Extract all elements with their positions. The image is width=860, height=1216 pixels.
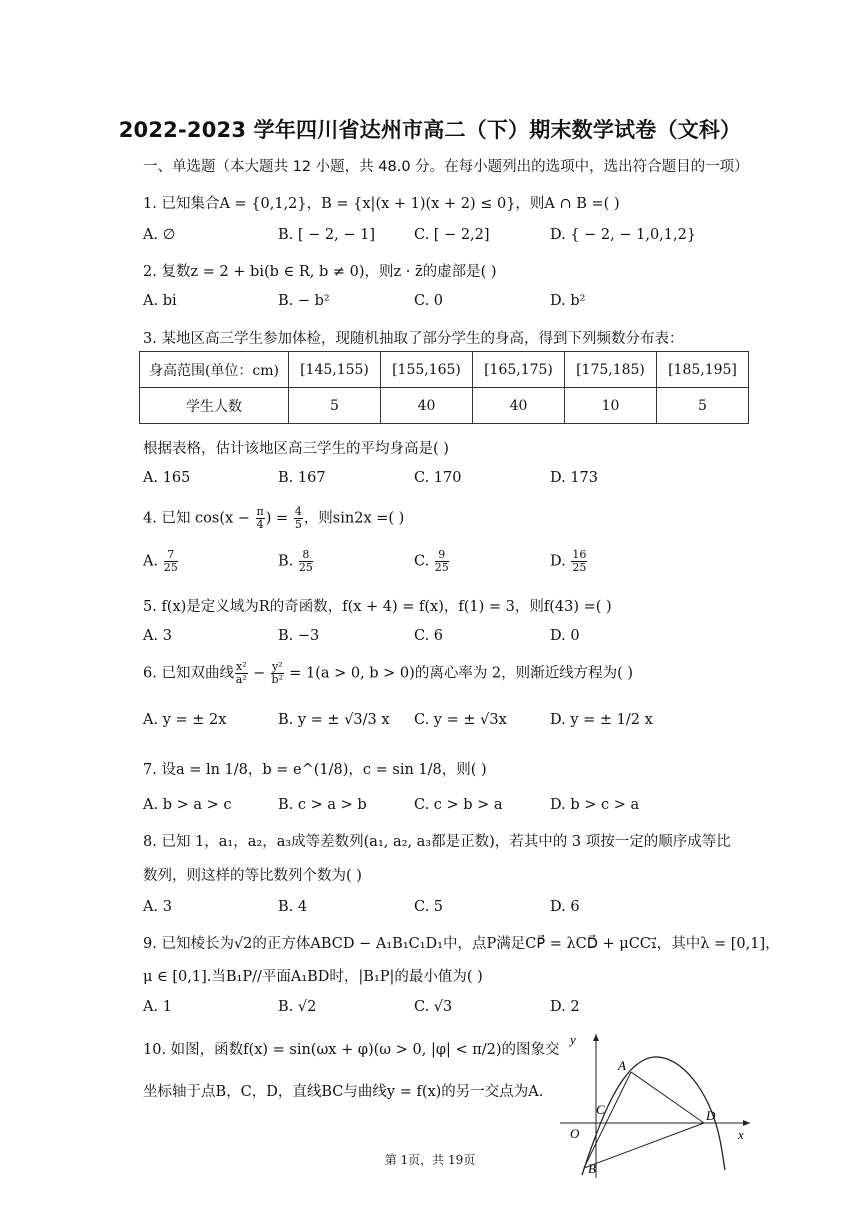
q3-option-c: C. 170 xyxy=(414,470,462,486)
q3-option-d: D. 173 xyxy=(550,470,599,486)
table-cell: 40 xyxy=(381,388,473,424)
q9-option-d: D. 2 xyxy=(550,999,580,1015)
q2-option-c: C. 0 xyxy=(414,293,444,309)
question-8-line-1: 8. 已知 1，a₁，a₂，a₃成等差数列(a₁, a₂, a₃都是正数)，若其中的 3 项按一定的顺序成等比 xyxy=(143,834,731,850)
point-a-label: A xyxy=(618,1058,626,1073)
frequency-table xyxy=(139,351,749,424)
section-heading: 一、单选题（本大题共 12 小题，共 48.0 分。在每小题列出的选项中，选出符合题目的一项） xyxy=(143,159,749,175)
q6-option-a: A. y = ± 2x xyxy=(143,712,227,728)
q1-option-c: C. [ − 2,2] xyxy=(414,227,490,243)
q7-option-a: A. b > a > c xyxy=(143,797,232,813)
q6-option-b: B. y = ± √3/3 x xyxy=(278,712,390,728)
question-3: 3. 某地区高三学生参加体检，现随机抽取了部分学生的身高，得到下列频数分布表： xyxy=(143,331,684,347)
q1-option-a: A. ∅ xyxy=(143,227,176,243)
question-1: 1. 已知集合A = {0,1,2}，B = {x|(x + 1)(x + 2) ≤ 0}，则A ∩ B =( ) xyxy=(143,196,620,212)
table-cell: [155,165) xyxy=(381,352,473,388)
q6-option-c: C. y = ± √3x xyxy=(414,712,507,728)
page-title: 2022-2023 学年四川省达州市高二（下）期末数学试卷（文科） xyxy=(118,118,742,142)
y-axis-arrow-icon xyxy=(593,1034,599,1041)
table-cell: 身高范围(单位：cm) xyxy=(140,352,289,388)
page-footer: 第 1页，共 19页 xyxy=(384,1153,476,1167)
fraction: $\frac{\pi}{4}$ xyxy=(256,505,264,531)
q2-option-d: D. b² xyxy=(550,293,586,309)
table-cell: 5 xyxy=(289,388,381,424)
y-axis-label: y xyxy=(570,1032,576,1047)
q4-option-a: A. $\frac{7}{25}$ xyxy=(143,548,178,574)
point-b-label: B xyxy=(588,1161,596,1176)
q5-option-d: D. 0 xyxy=(550,628,580,644)
table-cell: 学生人数 xyxy=(140,388,289,424)
q8-option-c: C. 5 xyxy=(414,899,444,915)
question-7: 7. 设a = ln 1/8，b = e^(1/8)，c = sin 1/8，则( ) xyxy=(143,762,487,778)
question-10-line-1: 10. 如图，函数f(x) = sin(ωx + φ)(ω > 0, |φ| < π/2)的图象交 xyxy=(143,1042,560,1058)
point-c-label: C xyxy=(596,1102,605,1117)
table-cell: [145,155) xyxy=(289,352,381,388)
q5-option-c: C. 6 xyxy=(414,628,444,644)
question-3-followup: 根据表格，估计该地区高三学生的平均身高是( ) xyxy=(143,441,449,457)
q9-option-c: C. √3 xyxy=(414,999,453,1015)
q5-option-b: B. −3 xyxy=(278,628,320,644)
question-9-line-1: 9. 已知棱长为√2的正方体ABCD − A₁B₁C₁D₁中，点P满足CP⃗ = λCD⃗ + μCC₁⃗，其中λ = [0,1]， xyxy=(143,936,780,952)
table-cell: 10 xyxy=(565,388,657,424)
table-row xyxy=(140,388,749,424)
q8-option-a: A. 3 xyxy=(143,899,172,915)
q3-option-b: B. 167 xyxy=(278,470,326,486)
q9-option-a: A. 1 xyxy=(143,999,172,1015)
q4-option-b: B. $\frac{8}{25}$ xyxy=(278,548,313,574)
q1-option-b: B. [ − 2, − 1] xyxy=(278,227,375,243)
q4-option-c: C. $\frac{9}{25}$ xyxy=(414,548,449,574)
table-cell: [185,195] xyxy=(657,352,749,388)
q2-option-b: B. − b² xyxy=(278,293,330,309)
q6-option-d: D. y = ± 1/2 x xyxy=(550,712,653,728)
point-d-label: D xyxy=(706,1108,716,1123)
q3-option-a: A. 165 xyxy=(143,470,191,486)
question-4: 4. 已知 cos(x − $\frac{\pi}{4}$ ) = $\frac{4}{5}$ ，则sin2x =( ) xyxy=(143,505,405,531)
question-6: 6. 已知双曲线 $\frac{\text{x²}}{\text{a²}}$ − $\frac{\text{y²}}{\text{b²}}$ = 1(a > 0, b > 0)的离心率为 2，则渐近线方程为( ) xyxy=(143,660,634,686)
table-cell: 5 xyxy=(657,388,749,424)
q7-option-c: C. c > b > a xyxy=(414,797,503,813)
table-cell: [175,185) xyxy=(565,352,657,388)
fraction: $\frac{4}{5}$ xyxy=(294,505,302,531)
q5-option-a: A. 3 xyxy=(143,628,172,644)
table-cell: [165,175) xyxy=(473,352,565,388)
table-cell: 40 xyxy=(473,388,565,424)
x-axis-arrow-icon xyxy=(743,1120,750,1126)
question-8-line-2: 数列，则这样的等比数列个数为( ) xyxy=(143,868,362,884)
x-axis-label: x xyxy=(738,1127,744,1142)
q4-option-d: D. $\frac{16}{25}$ xyxy=(550,548,587,574)
question-5: 5. f(x)是定义域为R的奇函数，f(x + 4) = f(x)，f(1) = 3，则f(43) =( ) xyxy=(143,599,612,615)
table-header-row xyxy=(140,352,749,388)
origin-label: O xyxy=(570,1126,580,1141)
q8-option-d: D. 6 xyxy=(550,899,580,915)
question-2: 2. 复数z = 2 + bi(b ∈ R, b ≠ 0)，则z · z̄的虚部是( ) xyxy=(143,264,497,280)
question-9-line-2: μ ∈ [0,1].当B₁P//平面A₁BD时，|B₁P|的最小值为( ) xyxy=(143,969,483,985)
q7-option-d: D. b > c > a xyxy=(550,797,640,813)
question-10-line-2: 坐标轴于点B，C，D，直线BC与曲线y = f(x)的另一交点为A. xyxy=(143,1084,544,1100)
q9-option-b: B. √2 xyxy=(278,999,317,1015)
q1-option-d: D. { − 2, − 1,0,1,2} xyxy=(550,227,697,243)
q7-option-b: B. c > a > b xyxy=(278,797,367,813)
q8-option-b: B. 4 xyxy=(278,899,308,915)
q2-option-a: A. bi xyxy=(143,293,177,309)
